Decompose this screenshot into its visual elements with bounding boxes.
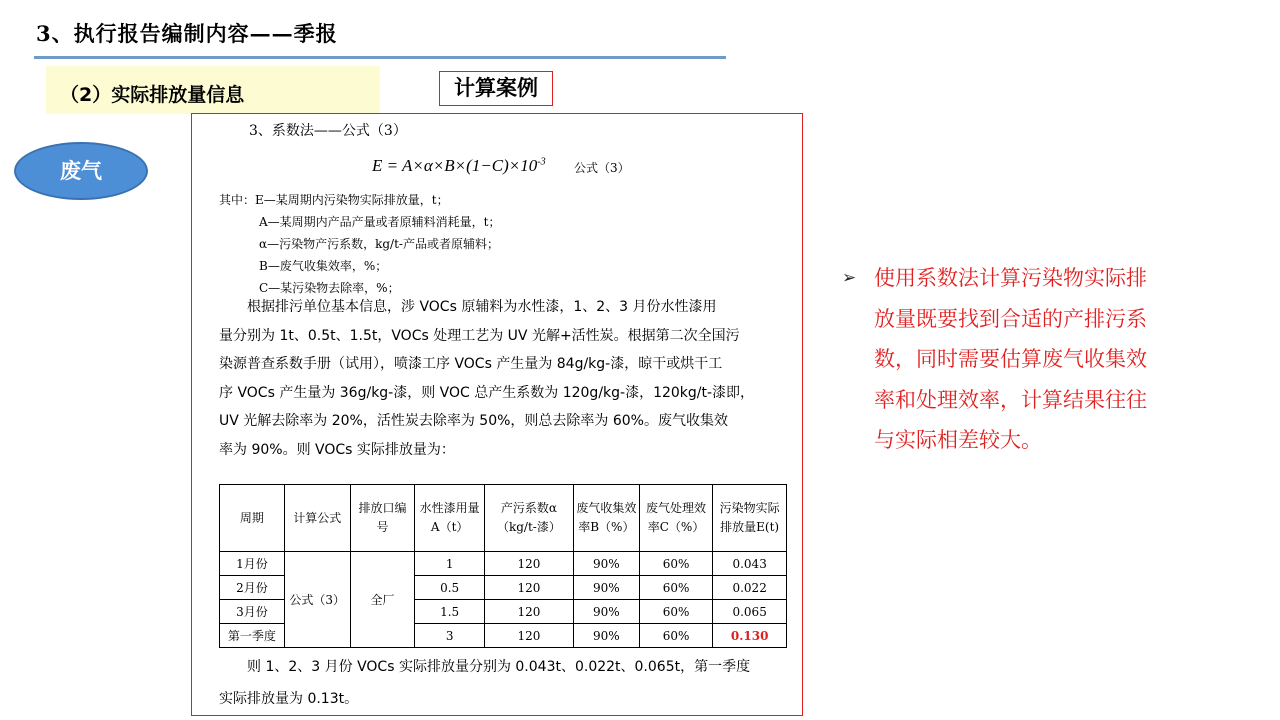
coefficient-cell: 120 [484,624,573,648]
page-title: 3、执行报告编制内容——季报 [36,21,338,46]
emission-cell: 0.043 [713,552,787,576]
usage-cell: 1 [415,552,484,576]
paragraph-line: UV 光解去除率为 20%，活性炭去除率为 50%，则总去除率为 60%。废气收集效 [219,413,728,429]
formula [372,156,546,176]
treatment-efficiency-cell: 60% [639,552,713,576]
conclusion-paragraph [219,651,789,715]
key-note-line: 放量既要找到合适的产排污系 [874,306,1147,331]
paragraph-line: 染源普查系数手册（试用），喷漆工序 VOCs 产生量为 84g/kg-漆，晾干或烘干工 [219,356,723,372]
paragraph-line: 量分别为 1t、0.5t、1.5t，VOCs 处理工艺为 UV 光解+活性炭。根据第二次全国污 [219,327,740,344]
collection-efficiency-cell: 90% [573,600,639,624]
table-header-cell: 废气处理效率C（%） [639,485,713,552]
definition-line: A—某周期内产品产量或者原辅料消耗量，t； [259,215,501,229]
key-note-line: 使用系数法计算污染物实际排 [874,266,1147,290]
method-paragraph [219,293,789,464]
table-header-cell: 废气收集效率B（%） [573,485,639,552]
paragraph-line: 根据排污单位基本信息，涉 VOCs 原辅料为水性漆，1、2、3 月份水性漆用 [247,299,717,315]
coefficient-cell: 120 [484,576,573,600]
table-header-cell: 水性漆用量A（t） [415,485,484,552]
emission-cell: 0.022 [713,576,787,600]
table-row [220,552,787,576]
treatment-efficiency-cell: 60% [639,576,713,600]
definition-line: B—废气收集效率，%； [259,259,388,273]
treatment-efficiency-cell: 60% [639,600,713,624]
key-note-line: 率和处理效率，计算结果往往 [874,387,1147,412]
period-cell: 2月份 [220,576,285,600]
document-heading: 3、系数法——公式（3） [249,123,407,139]
period-cell: 3月份 [220,600,285,624]
key-note-line: 与实际相差较大。 [874,428,1042,452]
category-oval-waste-gas: 废气 [14,142,148,200]
formula-tag: 公式（3） [574,161,630,175]
usage-cell: 0.5 [415,576,484,600]
table-header-cell: 污染物实际排放量E(t) [713,485,787,552]
arrow-bullet-icon: ➢ [842,268,857,288]
table-header-cell: 周期 [220,485,285,552]
collection-efficiency-cell: 90% [573,624,639,648]
formula-cell: 公式（3） [284,552,350,648]
treatment-efficiency-cell: 60% [639,624,713,648]
emission-calculation-table [219,484,787,648]
table-header-cell: 排放口编号 [350,485,415,552]
paragraph-line: 率为 90%。则 VOCs 实际排放量为： [219,441,455,458]
definition-line: C—某污染物去除率，%； [259,281,400,295]
period-cell: 第一季度 [220,624,285,648]
usage-cell: 1.5 [415,600,484,624]
document-excerpt [191,113,803,716]
table-header-cell: 产污系数α（kg/t-漆） [484,485,573,552]
usage-cell: 3 [415,624,484,648]
definition-line: α—污染物产污系数，kg/t-产品或者原辅料； [259,237,499,251]
title-underline [34,56,726,59]
formula-body: E = A×α×B×(1−C)×10 [372,156,538,175]
case-example-label: 计算案例 [439,71,553,106]
table-header-cell: 计算公式 [284,485,350,552]
key-note-bullet [842,258,1192,461]
collection-efficiency-cell: 90% [573,576,639,600]
definition-line: 其中：E—某周期内污染物实际排放量，t； [219,193,449,207]
table-header-row [220,485,787,552]
collection-efficiency-cell: 90% [573,552,639,576]
coefficient-cell: 120 [484,552,573,576]
quarter-total-emission-cell: 0.130 [713,624,787,648]
emission-cell: 0.065 [713,600,787,624]
outlet-cell: 全厂 [350,552,415,648]
key-note-text [874,258,1192,461]
paragraph-line: 序 VOCs 产生量为 36g/kg-漆，则 VOC 总产生系数为 120g/kg-漆，120kg/t-漆即， [219,384,755,401]
key-note-line: 数，同时需要估算废气收集效 [874,347,1147,371]
coefficient-cell: 120 [484,600,573,624]
section-label: （2）实际排放量信息 [60,84,245,106]
period-cell: 1月份 [220,552,285,576]
formula-exponent: -3 [537,156,546,168]
conclusion-line: 实际排放量为 0.13t。 [219,691,359,707]
conclusion-line: 则 1、2、3 月份 VOCs 实际排放量分别为 0.043t、0.022t、0.065t，第一季度 [247,659,751,675]
